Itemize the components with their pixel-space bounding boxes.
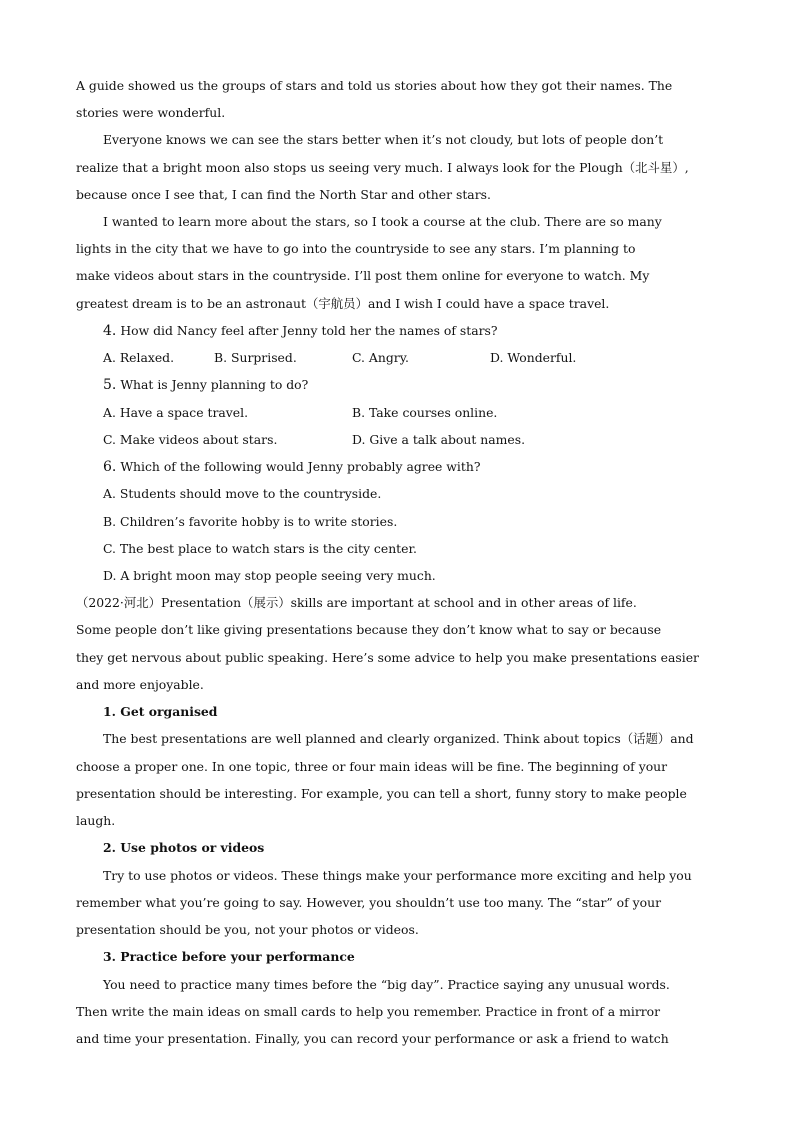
- option-b: B. Children’s favorite hobby is to write stories.: [103, 514, 398, 529]
- question-5: [103, 377, 720, 393]
- option-c: C. Angry.: [352, 350, 409, 365]
- option-d: D. Give a talk about names.: [352, 432, 526, 447]
- passage-line: presentation should be interesting. For example, you can tell a short, funny story to make people: [76, 786, 687, 801]
- passage-line: remember what you’re going to say. However, you shouldn’t use too many. The “star” of your: [76, 895, 662, 910]
- passage-line: Some people don’t like giving presentations because they don’t know what to say or because: [76, 622, 662, 637]
- passage-line: they get nervous about public speaking. Here’s some advice to help you make presentations easier: [76, 650, 699, 665]
- question-6: [103, 459, 720, 475]
- option-d: D. Wonderful.: [490, 350, 577, 365]
- section-heading: 3. Practice before your performance: [103, 949, 355, 964]
- passage-line: greatest dream is to be an astronaut（宇航员）and I wish I could have a space travel.: [76, 296, 610, 311]
- passage-line: lights in the city that we have to go into the countryside to see any stars. I’m planning to: [76, 241, 636, 256]
- passage-line: Everyone knows we can see the stars better when it’s not cloudy, but lots of people don’t: [103, 132, 664, 147]
- passage-line: （2022·河北）Presentation（展示）skills are important at school and in other areas of life.: [76, 595, 637, 610]
- passage-line: I wanted to learn more about the stars, so I took a course at the club. There are so many: [103, 214, 662, 229]
- passage-line: realize that a bright moon also stops us seeing very much. I always look for the Plough（北斗星）,: [76, 160, 689, 175]
- question-stem: What is Jenny planning to do?: [120, 377, 309, 392]
- option-c: C. Make videos about stars.: [103, 432, 278, 447]
- option-d: D. A bright moon may stop people seeing very much.: [103, 568, 436, 583]
- section-heading: 1. Get organised: [103, 704, 218, 719]
- question-number: 5.: [103, 377, 117, 393]
- question-number: 4.: [103, 323, 117, 339]
- passage-line: choose a proper one. In one topic, three or four main ideas will be fine. The beginning of your: [76, 759, 668, 774]
- option-a: A. Relaxed.: [103, 350, 175, 365]
- option-a: A. Students should move to the countryside.: [103, 486, 382, 501]
- option-a: A. Have a space travel.: [103, 405, 249, 420]
- passage-line: The best presentations are well planned and clearly organized. Think about topics（话题）and: [103, 731, 694, 746]
- passage-line: and time your presentation. Finally, you can record your performance or ask a friend to watch: [76, 1031, 669, 1046]
- passage-line: laugh.: [76, 813, 116, 828]
- passage-line: Try to use photos or videos. These things make your performance more exciting and help you: [103, 868, 692, 883]
- passage-line: presentation should be you, not your photos or videos.: [76, 922, 419, 937]
- section-heading: 2. Use photos or videos: [103, 840, 265, 855]
- passage-line: A guide showed us the groups of stars and told us stories about how they got their names. The: [76, 78, 673, 93]
- passage-line: stories were wonderful.: [76, 105, 226, 120]
- question-stem: How did Nancy feel after Jenny told her the names of stars?: [120, 323, 498, 338]
- passage-line: You need to practice many times before the “big day”. Practice saying any unusual words.: [103, 977, 670, 992]
- option-b: B. Take courses online.: [352, 405, 498, 420]
- question-number: 6.: [103, 459, 117, 475]
- question-4: [103, 323, 720, 339]
- passage-line: and more enjoyable.: [76, 677, 204, 692]
- option-b: B. Surprised.: [214, 350, 297, 365]
- question-stem: Which of the following would Jenny probably agree with?: [120, 459, 481, 474]
- option-c: C. The best place to watch stars is the city center.: [103, 541, 417, 556]
- passage-line: make videos about stars in the countryside. I’ll post them online for everyone to watch. My: [76, 268, 650, 283]
- passage-line: because once I see that, I can find the North Star and other stars.: [76, 187, 491, 202]
- passage-line: Then write the main ideas on small cards to help you remember. Practice in front of a mirror: [76, 1004, 661, 1019]
